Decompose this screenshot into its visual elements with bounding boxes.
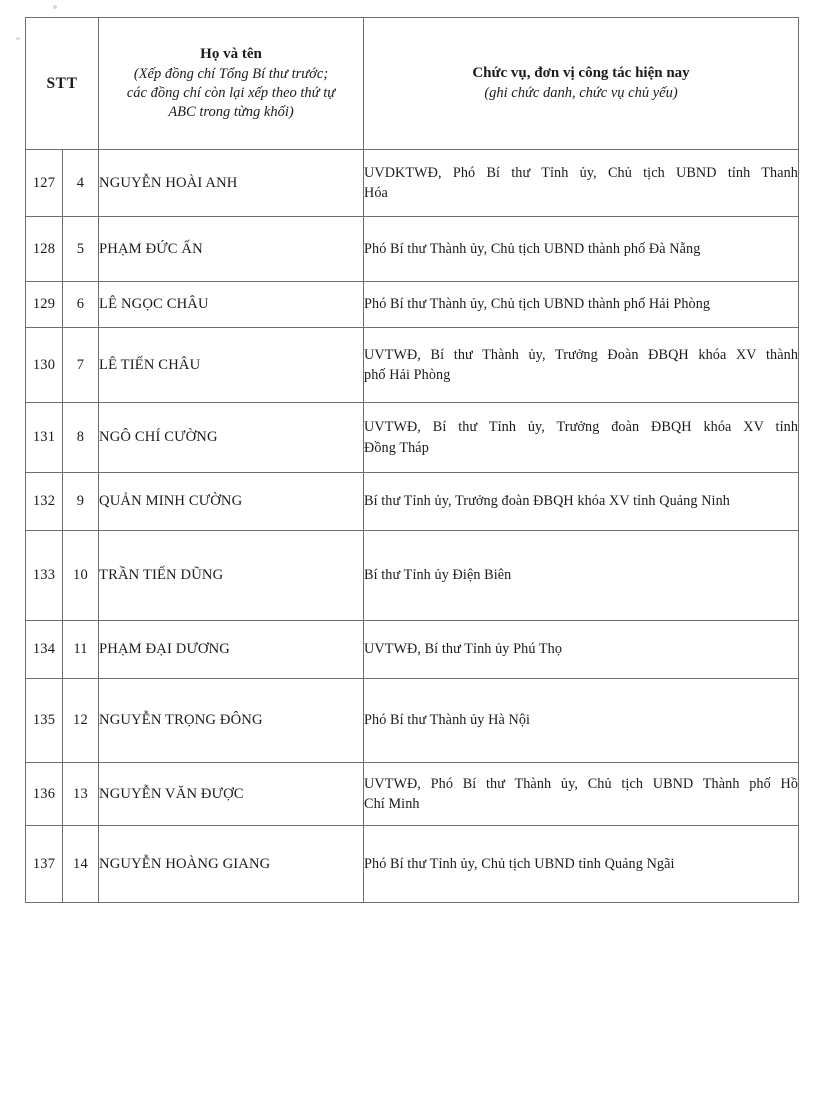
table-row xyxy=(26,217,799,282)
cell-position xyxy=(364,217,799,282)
cell-position-line: UVTWĐ, Bí thư Thành ủy, Trưởng Đoàn ĐBQH khóa XV thành xyxy=(364,346,799,363)
column-header-name xyxy=(99,18,364,150)
cell-position xyxy=(364,473,799,531)
cell-stt: 131 xyxy=(26,403,63,473)
cell-position xyxy=(364,328,799,403)
personnel-register-table xyxy=(25,17,799,903)
cell-full-name: NGUYỄN TRỌNG ĐÔNG xyxy=(99,679,364,763)
cell-stt: 137 xyxy=(26,826,63,903)
column-header-stt: STT xyxy=(26,18,99,150)
cell-sub-index: 5 xyxy=(63,217,99,282)
cell-full-name: PHẠM ĐỨC ẤN xyxy=(99,217,364,282)
cell-full-name: PHẠM ĐẠI DƯƠNG xyxy=(99,621,364,679)
cell-stt: 133 xyxy=(26,531,63,621)
column-header-name-note xyxy=(99,65,363,122)
table-row xyxy=(26,763,799,826)
table-row xyxy=(26,473,799,531)
cell-sub-index: 13 xyxy=(63,763,99,826)
cell-position-line: Phó Bí thư Thành ủy Hà Nội xyxy=(364,712,531,729)
cell-stt: 130 xyxy=(26,328,63,403)
table-body xyxy=(26,150,799,903)
cell-full-name: NGUYỄN VĂN ĐƯỢC xyxy=(99,763,364,826)
scan-speckle xyxy=(53,5,57,9)
column-header-position xyxy=(364,18,799,150)
cell-position-line: Bí thư Tỉnh ủy Điện Biên xyxy=(364,567,512,584)
cell-position xyxy=(364,403,799,473)
cell-position xyxy=(364,150,799,217)
table-row xyxy=(26,621,799,679)
cell-sub-index: 7 xyxy=(63,328,99,403)
cell-sub-index: 10 xyxy=(63,531,99,621)
cell-position xyxy=(364,621,799,679)
cell-full-name: LÊ NGỌC CHÂU xyxy=(99,282,364,328)
cell-stt: 135 xyxy=(26,679,63,763)
cell-stt: 127 xyxy=(26,150,63,217)
cell-stt: 129 xyxy=(26,282,63,328)
cell-position-line: Phó Bí thư Tỉnh ủy, Chủ tịch UBND tỉnh Quảng Ngãi xyxy=(364,855,675,872)
cell-sub-index: 12 xyxy=(63,679,99,763)
cell-position-line: UVTWĐ, Bí thư Tỉnh ủy Phú Thọ xyxy=(364,641,563,658)
table-row xyxy=(26,531,799,621)
cell-sub-index: 6 xyxy=(63,282,99,328)
cell-stt: 136 xyxy=(26,763,63,826)
cell-position-line: UVTWĐ, Bí thư Tỉnh ủy, Trưởng đoàn ĐBQH khóa XV tỉnh xyxy=(364,419,799,436)
cell-sub-index: 9 xyxy=(63,473,99,531)
table-row xyxy=(26,826,799,903)
table-row xyxy=(26,150,799,217)
cell-stt: 132 xyxy=(26,473,63,531)
table-row xyxy=(26,403,799,473)
cell-full-name: LÊ TIẾN CHÂU xyxy=(99,328,364,403)
cell-position-line: Chí Minh xyxy=(364,796,420,812)
column-header-position-title: Chức vụ, đơn vị công tác hiện nay xyxy=(472,64,690,81)
cell-stt: 128 xyxy=(26,217,63,282)
document-page xyxy=(25,17,798,903)
cell-sub-index: 8 xyxy=(63,403,99,473)
cell-position-line: Hóa xyxy=(364,185,388,201)
cell-full-name: NGUYỄN HOÀI ANH xyxy=(99,150,364,217)
column-header-position-note: (ghi chức danh, chức vụ chủ yếu) xyxy=(484,85,678,102)
column-header-name-note-line3: ABC trong từng khối) xyxy=(168,104,294,121)
cell-position xyxy=(364,531,799,621)
cell-position xyxy=(364,282,799,328)
cell-position-line: UVDKTWĐ, Phó Bí thư Tỉnh ủy, Chủ tịch UBND tỉnh Thanh xyxy=(364,164,799,181)
table-row xyxy=(26,679,799,763)
cell-position-line: Phó Bí thư Thành ủy, Chủ tịch UBND thành phố Đà Nẵng xyxy=(364,240,701,257)
cell-sub-index: 11 xyxy=(63,621,99,679)
scan-speckle xyxy=(16,37,20,40)
table-row xyxy=(26,328,799,403)
cell-position-line: Phó Bí thư Thành ủy, Chủ tịch UBND thành phố Hải Phòng xyxy=(364,296,711,313)
cell-position-line: phố Hải Phòng xyxy=(364,367,451,383)
cell-position-line: Bí thư Tỉnh ủy, Trưởng đoàn ĐBQH khóa XV tỉnh Quảng Ninh xyxy=(364,493,730,510)
cell-sub-index: 4 xyxy=(63,150,99,217)
cell-position-line: UVTWĐ, Phó Bí thư Thành ủy, Chủ tịch UBND Thành phố Hồ xyxy=(364,775,799,792)
cell-position xyxy=(364,826,799,903)
cell-stt: 134 xyxy=(26,621,63,679)
column-header-name-title: Họ và tên xyxy=(200,46,262,63)
table-header xyxy=(26,18,799,150)
cell-full-name: NGÔ CHÍ CƯỜNG xyxy=(99,403,364,473)
header-row xyxy=(26,18,799,150)
cell-position-line: Đồng Tháp xyxy=(364,439,429,456)
column-header-name-note-line1: (Xếp đồng chí Tổng Bí thư trước; xyxy=(133,66,329,83)
table-row xyxy=(26,282,799,328)
cell-full-name: QUẢN MINH CƯỜNG xyxy=(99,473,364,531)
cell-position xyxy=(364,763,799,826)
column-header-name-note-line2: các đồng chí còn lại xếp theo thứ tự xyxy=(126,85,336,102)
cell-full-name: NGUYỄN HOÀNG GIANG xyxy=(99,826,364,903)
cell-full-name: TRẦN TIẾN DŨNG xyxy=(99,531,364,621)
cell-position xyxy=(364,679,799,763)
cell-sub-index: 14 xyxy=(63,826,99,903)
